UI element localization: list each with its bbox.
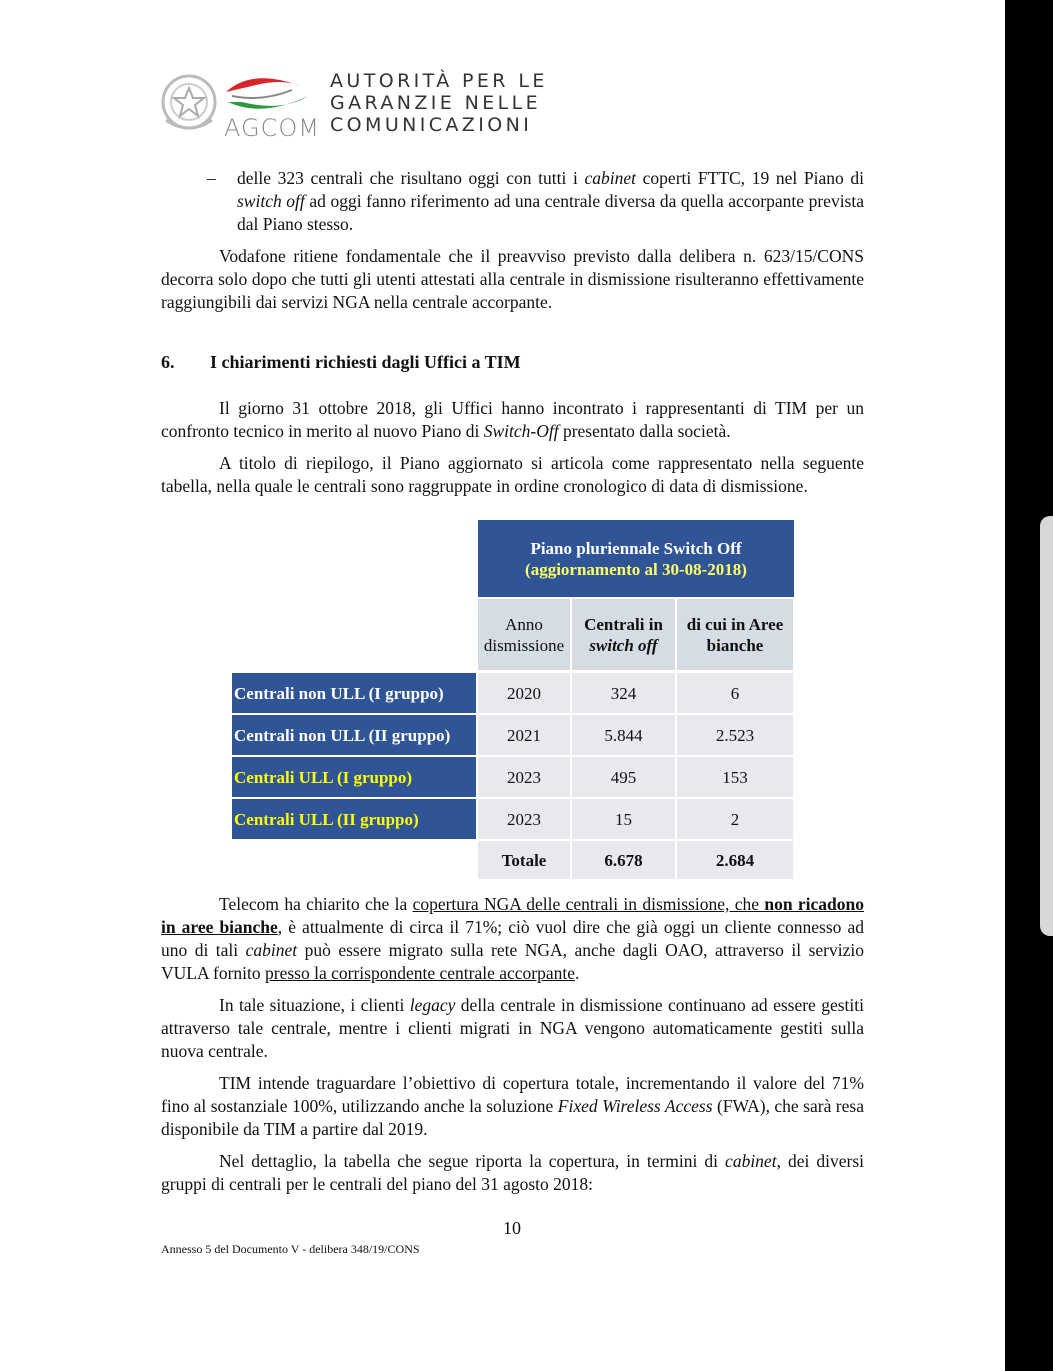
table-total-label: Totale — [478, 841, 570, 879]
bullet-paragraph: delle 323 centrali che risultano oggi con tutti i cabinet coperti FTTC, 19 nel Piano di switch off ad oggi fanno riferimento ad una centrale diversa da quella accorpante prevista dal Piano stesso. — [237, 168, 864, 234]
section-number: 6. — [161, 352, 175, 372]
column-header-aree-bianche: di cui in Aree bianche — [677, 599, 793, 670]
table-cell-aree: 2 — [677, 799, 793, 839]
table-total-centrali: 6.678 — [572, 841, 675, 879]
column-header-centrali: Centrali in switch off — [572, 599, 675, 670]
table-row-label: Centrali non ULL (I gruppo) — [232, 673, 476, 713]
paragraph-legacy: In tale situazione, i clienti legacy della centrale in dismissione continuano ad essere gestiti attraverso tale centrale, mentre i clienti migrati in NGA vengono automaticamente gestiti sulla nuova centrale. — [161, 995, 864, 1061]
authority-line-1: AUTORITÀ PER LE — [330, 70, 548, 92]
logo-abbreviation: AGCOM — [224, 114, 320, 142]
authority-line-2: GARANZIE NELLE — [330, 92, 542, 114]
agcom-swoosh-icon — [222, 72, 314, 120]
section-title: I chiarimenti richiesti dagli Uffici a TIM — [210, 352, 521, 372]
table-cell-aree: 6 — [677, 673, 793, 713]
bullet-marker: – — [207, 168, 216, 188]
table-cell-centrali: 5.844 — [572, 715, 675, 755]
paragraph-telecom: Telecom ha chiarito che la copertura NGA delle centrali in dismissione, che non ricadono in aree bianche, è attualmente di circa il 71%; ciò vuol dire che già oggi un cliente connesso ad uno di tali cabinet può essere migrato sulla rete NGA, anche dagli OAO, attraverso il servizio VULA fornito presso la corrispondente centrale accorpante. — [161, 894, 865, 983]
table-title: Piano pluriennale Switch Off (aggiornamento al 30-08-2018) — [478, 520, 794, 597]
table-cell-anno: 2021 — [478, 715, 570, 755]
authority-line-3: COMUNICAZIONI — [330, 114, 533, 136]
paragraph-detail: Nel dettaglio, la tabella che segue riporta la copertura, in termini di cabinet, dei diversi gruppi di centrali per le centrali del piano del 31 agosto 2018: — [161, 1151, 864, 1194]
column-header-anno: Anno dismissione — [478, 599, 570, 670]
table-row-label: Centrali ULL (II gruppo) — [232, 799, 476, 839]
table-cell-centrali: 495 — [572, 757, 675, 797]
table-cell-centrali: 324 — [572, 673, 675, 713]
table-cell-anno: 2023 — [478, 757, 570, 797]
table-row-label: Centrali ULL (I gruppo) — [232, 757, 476, 797]
italian-republic-emblem-icon — [158, 70, 220, 136]
table-cell-aree: 2.523 — [677, 715, 793, 755]
paragraph-summary: A titolo di riepilogo, il Piano aggiornato si articola come rappresentato nella seguente tabella, nella quale le centrali sono raggruppate in ordine cronologico di data di dismissione. — [161, 453, 864, 496]
table-cell-anno: 2020 — [478, 673, 570, 713]
paragraph-meeting: Il giorno 31 ottobre 2018, gli Uffici hanno incontrato i rappresentanti di TIM per un confronto tecnico in merito al nuovo Piano di Switch-Off presentato dalla società. — [161, 398, 864, 441]
footer-note: Annesso 5 del Documento V - delibera 348/19/CONS — [161, 1242, 420, 1256]
paragraph-vodafone: Vodafone ritiene fondamentale che il preavviso previsto dalla delibera n. 623/15/CONS decorra solo dopo che tutti gli utenti attestati alla centrale in dismissione risulteranno effettivamente raggiungibili dai servizi NGA nella centrale accorpante. — [161, 246, 864, 312]
section-heading — [161, 352, 521, 373]
table-cell-aree: 153 — [677, 757, 793, 797]
scrollbar-handle[interactable] — [1040, 516, 1053, 936]
table-row-label: Centrali non ULL (II gruppo) — [232, 715, 476, 755]
agcom-logo — [158, 70, 558, 140]
page-number: 10 — [503, 1218, 521, 1238]
table-cell-anno: 2023 — [478, 799, 570, 839]
table-total-aree: 2.684 — [677, 841, 793, 879]
authority-name — [330, 70, 548, 136]
table-cell-centrali: 15 — [572, 799, 675, 839]
paragraph-tim: TIM intende traguardare l’obiettivo di copertura totale, incrementando il valore del 71% fino al sostanziale 100%, utilizzando anche la soluzione Fixed Wireless Access (FWA), che sarà resa disponibile da TIM a partire dal 2019. — [161, 1073, 864, 1139]
